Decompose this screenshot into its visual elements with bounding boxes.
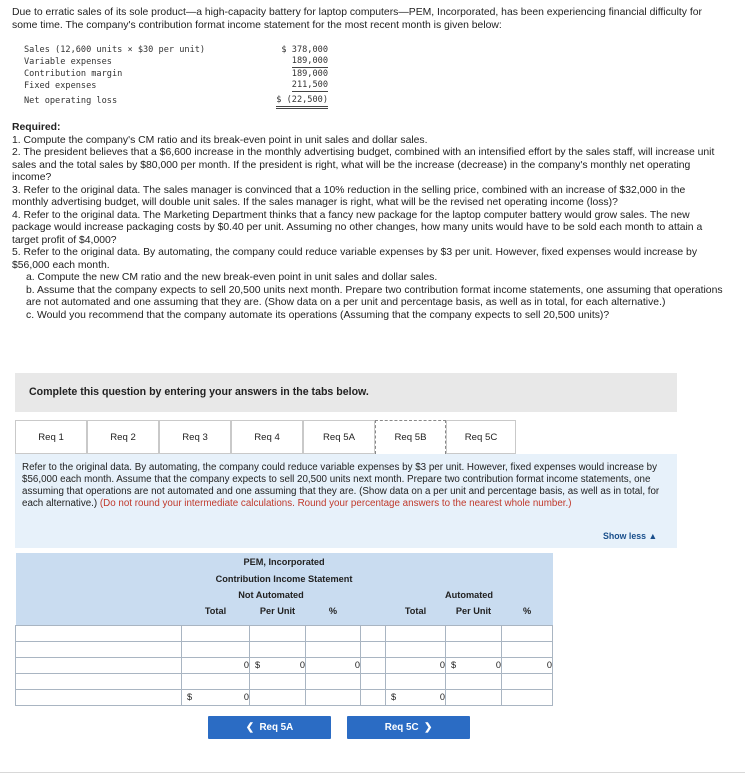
required-heading: Required: (12, 122, 61, 133)
stmt-row-fixed (24, 80, 334, 92)
total-number: 0 (243, 692, 249, 702)
currency-symbol: $ (451, 659, 457, 670)
currency-symbol: $ (187, 691, 193, 702)
tab-req-5c[interactable]: Req 5C (446, 420, 516, 454)
pct-input[interactable] (502, 625, 553, 641)
tab-req-4[interactable]: Req 4 (231, 420, 303, 454)
divider (0, 772, 745, 773)
per-unit-value[interactable] (250, 657, 306, 673)
per-unit-input[interactable] (250, 673, 306, 689)
question-instructions: (Do not round your intermediate calculations. Round your percentage answers to the nearest whole number.) (99, 498, 572, 509)
prev-button-label: Req 5A (259, 722, 294, 733)
total-input[interactable] (182, 625, 250, 641)
total-value[interactable]: 0 (386, 657, 446, 673)
company-name: PEM, Incorporated (16, 553, 553, 570)
required-subitem: c. Would you recommend that the company automate its operations (Assuming that the company expects to sell 20,500 units)? (26, 309, 610, 321)
table-row (16, 625, 553, 641)
required-item: 4. Refer to the original data. The Marketing Department thinks that a fancy new package for the laptop computer battery would grow sales. The new package would increase packaging costs by $0.40 per unit. Assuming no other changes, how many units would have to be sold each month to attain a target profit of $4,000? (12, 209, 703, 246)
per-unit-number: 0 (495, 660, 501, 670)
stmt-label: Contribution margin (24, 69, 123, 79)
per-unit-input[interactable] (446, 641, 502, 657)
col-pct-automated: % (502, 603, 553, 619)
next-button-label: Req 5C (384, 722, 419, 733)
group-not-automated: Not Automated (182, 587, 361, 603)
tab-req-1[interactable]: Req 1 (15, 420, 87, 454)
stmt-amount: $ (22,500) (276, 95, 328, 109)
per-unit-input[interactable] (446, 625, 502, 641)
show-less-link[interactable]: Show less ▲ (603, 531, 658, 541)
stmt-amount: $ 378,000 (281, 45, 328, 55)
col-per-unit-not-automated: Per Unit (250, 603, 306, 619)
total-value[interactable]: 0 (182, 657, 250, 673)
stmt-row-cm (24, 68, 334, 80)
col-total-not-automated: Total (182, 603, 250, 619)
total-value[interactable] (182, 689, 250, 705)
chevron-right-icon: ❯ (424, 722, 433, 733)
pct-input[interactable] (502, 641, 553, 657)
prev-button[interactable] (208, 716, 331, 739)
chevron-left-icon: ❮ (245, 722, 254, 733)
row-label-input[interactable] (16, 625, 182, 641)
income-statement (24, 44, 334, 107)
total-input[interactable] (182, 673, 250, 689)
row-label-input[interactable] (16, 657, 182, 673)
instruction-banner: Complete this question by entering your answers in the tabs below. (15, 373, 677, 412)
tab-req-5a[interactable]: Req 5A (303, 420, 375, 454)
question-text: Refer to the original data. By automating, the company could reduce variable expenses by $3 per unit. However, fixed expenses would increase by $56,000 each month. Assume that the company expects to sell 20,500 units next month. Prepare two contribution format income statements, one assuming that operations are not automated and one assuming that they are. (Show data on a per unit and percentage basis, as well as in total, for each alternative.) (22, 462, 660, 509)
tab-req-3[interactable]: Req 3 (159, 420, 231, 454)
required-section (12, 122, 724, 322)
total-number: 0 (439, 692, 445, 702)
question-panel (15, 454, 677, 548)
required-item: 3. Refer to the original data. The sales manager is convinced that a 10% reduction in the selling price, combined with an increase of $32,000 in the monthly advertising budget, will double unit sales. If the sales manager is right, what will be the revised net operating income (loss)? (12, 184, 686, 208)
group-automated: Automated (386, 587, 553, 603)
pct-input[interactable] (306, 689, 361, 705)
per-unit-input[interactable] (250, 689, 306, 705)
income-statement-table (15, 553, 552, 706)
total-input[interactable] (182, 641, 250, 657)
total-value[interactable] (386, 689, 446, 705)
stmt-row-variable (24, 56, 334, 68)
required-subitem: a. Compute the new CM ratio and the new break-even point in unit sales and dollar sales. (26, 272, 438, 283)
stmt-row-net (24, 95, 334, 107)
required-item: 1. Compute the company's CM ratio and its break-even point in unit sales and dollar sales. (12, 134, 428, 146)
col-pct-not-automated: % (306, 603, 361, 619)
row-label-input[interactable] (16, 689, 182, 705)
required-subitem: b. Assume that the company expects to sell 20,500 units next month. Prepare two contribution format income statements, one assuming that operations are not automated and one assuming that they are. (Show data on a per unit and percentage basis, as well as in total, for each alternative.) (26, 284, 723, 308)
stmt-row-sales (24, 44, 334, 56)
stmt-label: Variable expenses (24, 57, 112, 67)
pct-value[interactable]: 0 (306, 657, 361, 673)
row-label-input[interactable] (16, 641, 182, 657)
required-item: 5. Refer to the original data. By automating, the company could reduce variable expenses by $3 per unit. However, fixed expenses would increase by $56,000 each month. (12, 247, 698, 271)
required-item: 2. The president believes that a $6,600 increase in the monthly advertising budget, combined with an intensified effort by the sales staff, will increase unit sales and the total sales by $80,000 per month. If the president is right, what will be the increase (decrease) in the company's monthly net operating income? (12, 147, 715, 183)
per-unit-input[interactable] (446, 689, 502, 705)
per-unit-input[interactable] (250, 641, 306, 657)
per-unit-value[interactable] (446, 657, 502, 673)
row-label-input[interactable] (16, 673, 182, 689)
pct-input[interactable] (502, 689, 553, 705)
stmt-amount: 189,000 (291, 69, 328, 79)
pct-value[interactable]: 0 (502, 657, 553, 673)
per-unit-input[interactable] (446, 673, 502, 689)
table-row (16, 689, 553, 705)
pct-input[interactable] (306, 625, 361, 641)
table-row (16, 641, 553, 657)
table-row (16, 657, 553, 673)
tab-req-5b[interactable]: Req 5B (375, 420, 446, 454)
pct-input[interactable] (502, 673, 553, 689)
pct-input[interactable] (306, 673, 361, 689)
per-unit-input[interactable] (250, 625, 306, 641)
total-input[interactable] (386, 641, 446, 657)
currency-symbol: $ (255, 659, 261, 670)
intro-text: Due to erratic sales of its sole product—a high-capacity battery for laptop computers—PEM, Incorporated, has been experiencing financial difficulty for some time. The company's contribution format income statement for the most recent month is given below: (12, 7, 702, 31)
next-button[interactable] (347, 716, 470, 739)
stmt-amount: 189,000 (291, 56, 328, 66)
pct-input[interactable] (306, 641, 361, 657)
currency-symbol: $ (391, 691, 397, 702)
stmt-label: Sales (12,600 units × $30 per unit) (24, 45, 206, 55)
tab-req-2[interactable]: Req 2 (87, 420, 159, 454)
per-unit-number: 0 (299, 660, 305, 670)
table-row (16, 673, 553, 689)
stmt-label: Net operating loss (24, 96, 118, 106)
col-total-automated: Total (386, 603, 446, 619)
total-input[interactable] (386, 625, 446, 641)
statement-title: Contribution Income Statement (16, 570, 553, 587)
col-per-unit-automated: Per Unit (446, 603, 502, 619)
stmt-label: Fixed expenses (24, 81, 97, 91)
tab-bar (15, 420, 677, 454)
stmt-amount: 211,500 (291, 80, 328, 90)
total-input[interactable] (386, 673, 446, 689)
